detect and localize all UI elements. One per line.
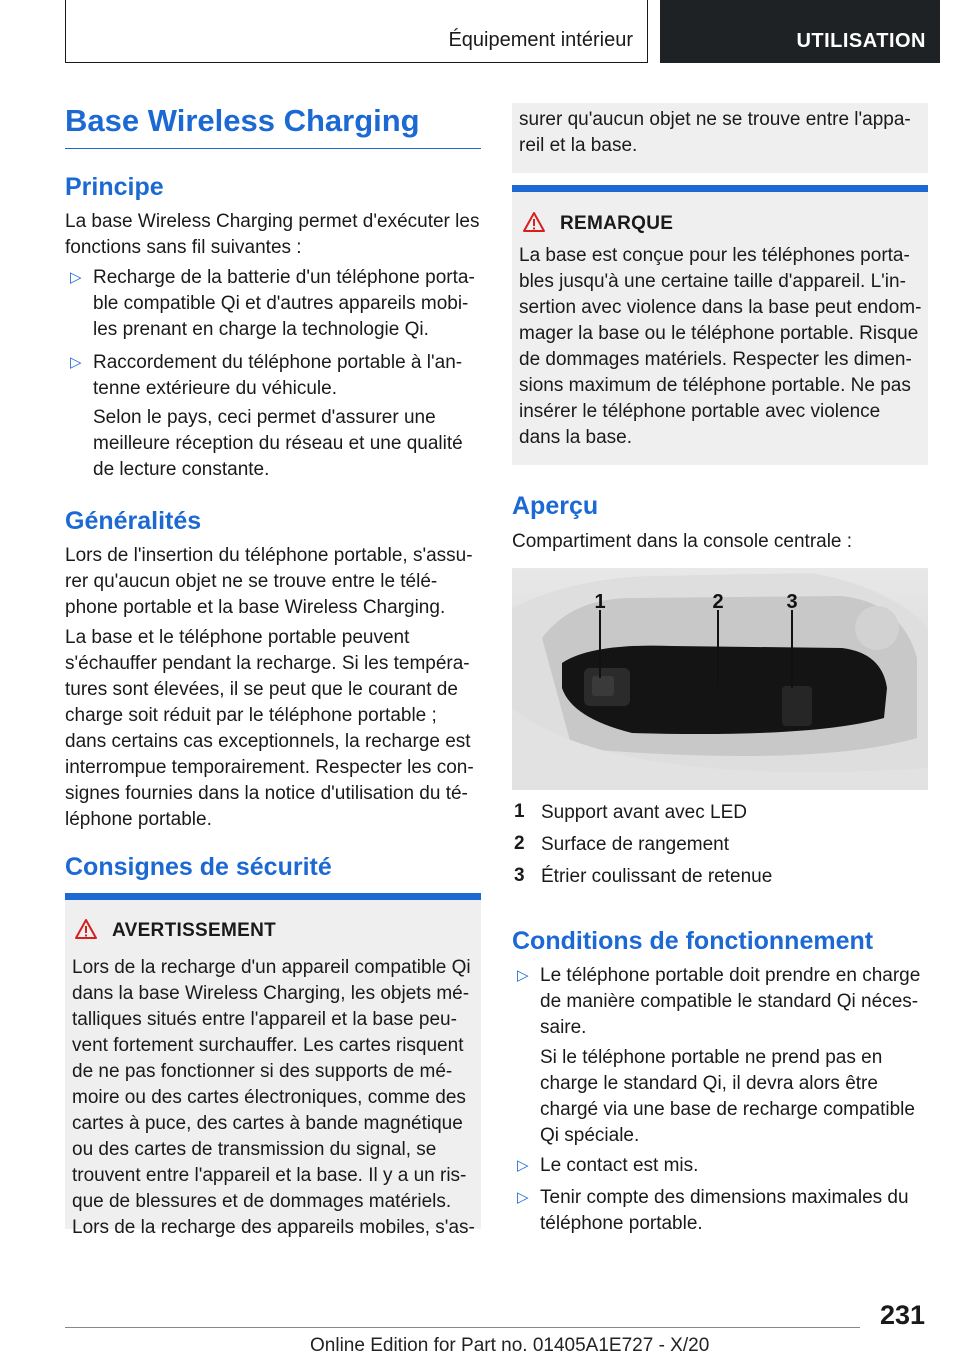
- bullet-triangle-icon: ▷: [517, 1189, 529, 1206]
- bullet-triangle-icon: ▷: [517, 1157, 529, 1174]
- list-item: Tenir compte des dimensions maximales du téléphone portable.: [540, 1187, 909, 1234]
- warning-bar: [65, 893, 481, 900]
- heading-generalites: Généralités: [65, 507, 202, 535]
- page-title: Base Wireless Charging: [65, 103, 420, 138]
- legend-number: 3: [514, 865, 525, 886]
- legend-number: 2: [514, 833, 525, 854]
- warning-triangle-icon: [74, 918, 98, 940]
- list-item-note: Selon le pays, ceci permet d'assurer une meilleure réception du réseau et une qualité de lecture constante.: [93, 407, 463, 480]
- chapter-title: UTILISATION: [796, 30, 926, 52]
- heading-conditions: Conditions de fonctionnement: [512, 927, 874, 955]
- legend-number: 1: [514, 801, 525, 822]
- figure-label: 1: [594, 591, 606, 613]
- bullet-triangle-icon: ▷: [517, 967, 529, 984]
- list-item-note: Si le téléphone portable ne prend pas en charge le standard Qi, il devra alors être chargé via une base de recharge compatible Qi spéciale.: [540, 1047, 915, 1146]
- warning-text-continued: surer qu'aucun objet ne se trouve entre l'appa- reil et la base.: [519, 109, 911, 156]
- generalites-paragraph-2: La base et le téléphone portable peuvent s'échauffer pendant la recharge. Si les tempéra- tures sont élevées, il se peut que le courant de charge soit réduit par le téléphone portable ; dans certains cas exceptionnels, la recharge est interrompue temporairement. Respecter les con- signes fournies dans la notice d'utilisation du té- léphone portable.: [65, 627, 474, 830]
- legend-text: Support avant avec LED: [541, 802, 747, 823]
- legend-text: Surface de rangement: [541, 834, 730, 855]
- warning-title: AVERTISSEMENT: [112, 920, 277, 941]
- warning-text: Lors de la recharge d'un appareil compatible Qi dans la base Wireless Charging, les objets mé- talliques situés entre l'appareil et la base peu- vent fortement surchauffer. Les cartes risquent de ne pas fonctionner si des supports de mé- moire ou des cartes électroniques, comme des cartes à puce, des cartes à bande magnétique ou des cartes de transmission du signal, se trouvent entre l'appareil et la base. Il y a un ris- que de blessures et de dommages matériels. Lors de la recharge des appareils mobiles, s'as-: [72, 957, 475, 1238]
- list-item: Le contact est mis.: [540, 1155, 699, 1176]
- chapter-tab: [660, 0, 940, 63]
- list-item: Le téléphone portable doit prendre en charge de manière compatible le standard Qi néces- saire.: [540, 965, 921, 1038]
- principe-intro: La base Wireless Charging permet d'exécuter les fonctions sans fil suivantes :: [65, 211, 480, 258]
- figure-label: 2: [712, 591, 724, 613]
- generalites-paragraph-1: Lors de l'insertion du téléphone portable, s'assu- rer qu'aucun objet ne se trouve entre le télé- phone portable et la base Wireless Charging.: [65, 545, 473, 618]
- legend-text: Étrier coulissant de retenue: [541, 866, 773, 887]
- title-rule: [65, 148, 481, 149]
- console-compartment-figure: [512, 568, 928, 790]
- heading-apercu: Aperçu: [512, 492, 599, 520]
- warning-triangle-icon: [522, 211, 546, 233]
- heading-securite: Consignes de sécurité: [65, 853, 332, 881]
- section-header: [65, 0, 648, 63]
- remark-title: REMARQUE: [560, 213, 674, 234]
- section-title: Équipement intérieur: [448, 29, 633, 51]
- list-item: Recharge de la batterie d'un téléphone porta- ble compatible Qi et d'autres appareils mobi- les prenant en charge la technologie Qi.: [93, 267, 475, 340]
- figure-label: 3: [786, 591, 798, 613]
- list-item: Raccordement du téléphone portable à l'an- tenne extérieure du véhicule.: [93, 352, 463, 399]
- heading-principe: Principe: [65, 173, 164, 201]
- footer-edition: Online Edition for Part no. 01405A1E727 - X/20: [310, 1335, 710, 1356]
- remark-bar: [512, 185, 928, 192]
- footer-rule: [65, 1327, 860, 1328]
- remark-text: La base est conçue pour les téléphones porta- bles jusqu'à une certaine taille d'appareil. L'in- sertion avec violence dans la base peut endom- mager la base ou le téléphone portable. Risque de dommages matériels. Respecter les dimen- sions maximum de téléphone portable. Ne pas insérer le téléphone portable avec violence dans la base.: [519, 245, 922, 448]
- apercu-intro: Compartiment dans la console centrale :: [512, 531, 853, 552]
- bullet-triangle-icon: ▷: [70, 269, 82, 286]
- page-number: 231: [880, 1300, 926, 1330]
- bullet-triangle-icon: ▷: [70, 354, 82, 371]
